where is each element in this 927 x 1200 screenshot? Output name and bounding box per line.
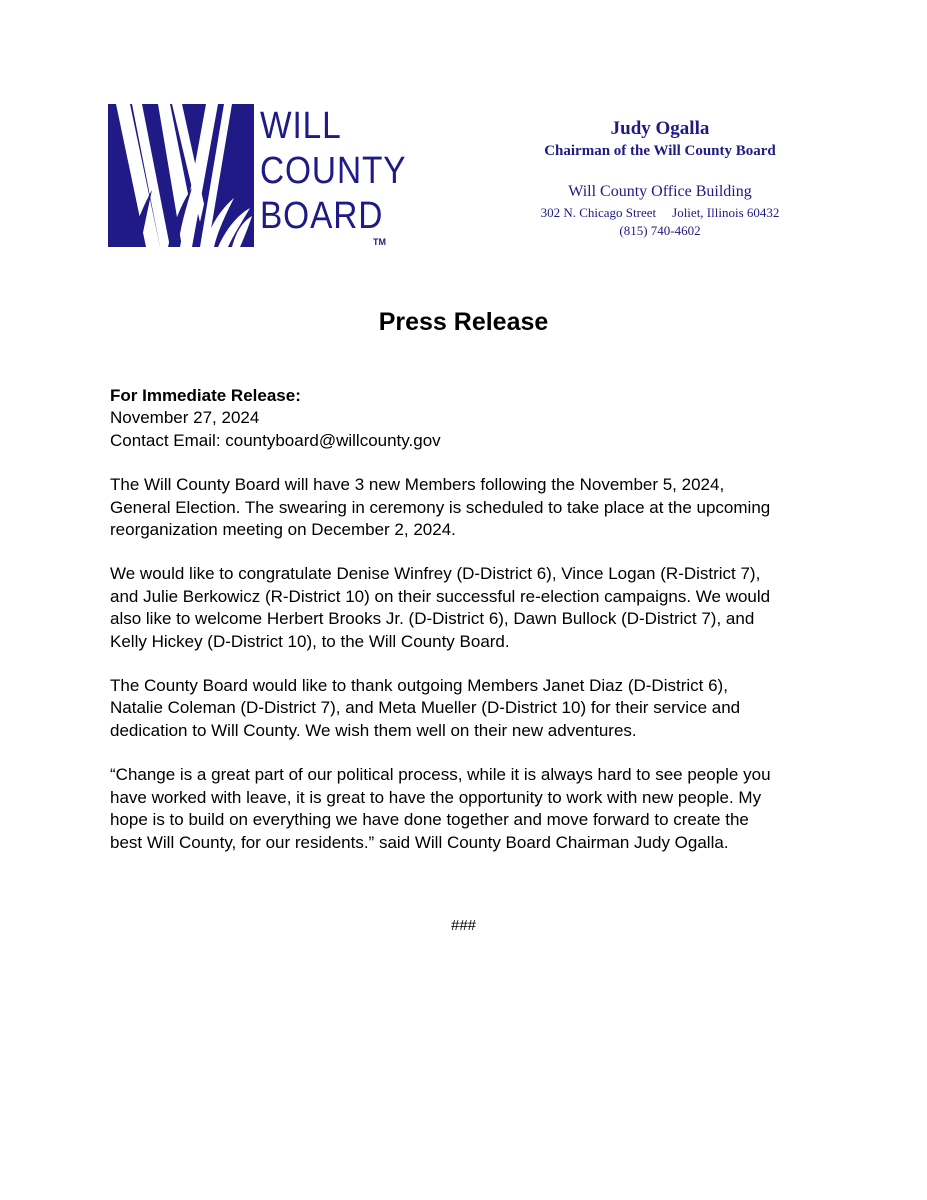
- text-line: The Will County Board will have 3 new Members following the November 5, 2024,: [110, 475, 725, 495]
- address-street: 302 N. Chicago Street: [540, 205, 657, 220]
- paragraph-thanks: [110, 675, 830, 742]
- logo-word-will: WILL: [260, 105, 342, 147]
- text-line: hope is to build on everything we have done together and move forward to create the: [110, 810, 749, 830]
- contact-email: Contact Email: countyboard@willcounty.gov: [110, 430, 441, 450]
- text-line: best Will County, for our residents.” said Will County Board Chairman Judy Ogalla.: [110, 832, 729, 852]
- chairman-title: Chairman of the Will County Board: [544, 143, 776, 159]
- trademark-mark: TM: [373, 237, 386, 247]
- logo-wordmark: [260, 104, 426, 239]
- will-county-board-logo: [108, 104, 407, 250]
- text-line: Natalie Coleman (D-District 7), and Meta Mueller (D-District 10) for their service and: [110, 698, 741, 718]
- text-line: The County Board would like to thank outgoing Members Janet Diaz (D-District 6),: [110, 676, 728, 696]
- release-date: November 27, 2024: [110, 408, 260, 428]
- end-mark: ###: [450, 917, 477, 934]
- paragraph-new-members: [110, 474, 830, 541]
- address-city: Joliet, Illinois 60432: [672, 205, 780, 220]
- logo-emblem-icon: [108, 104, 258, 250]
- text-line: dedication to Will County. We wish them well on their new adventures.: [110, 720, 637, 740]
- chairman-name: Judy Ogalla: [610, 118, 710, 139]
- paragraph-congratulations: [110, 563, 830, 653]
- text-line: Kelly Hickey (D-District 10), to the Will County Board.: [110, 631, 510, 651]
- text-line: “Change is a great part of our political process, while it is always hard to see people you: [110, 765, 771, 785]
- text-line: General Election. The swearing in ceremony is scheduled to take place at the upcoming: [110, 497, 771, 517]
- logo-word-county: COUNTY: [260, 150, 407, 192]
- release-info: [110, 385, 830, 452]
- letterhead: [490, 117, 830, 239]
- office-building: Will County Office Building: [568, 183, 752, 200]
- office-address: [490, 204, 830, 222]
- text-line: also like to welcome Herbert Brooks Jr. (D-District 6), Dawn Bullock (D-District 7), and: [110, 609, 755, 629]
- page-title: Press Release: [378, 308, 549, 336]
- office-phone: (815) 740-4602: [619, 223, 701, 238]
- release-body: [110, 385, 830, 876]
- paragraph-quote: [110, 764, 830, 854]
- text-line: We would like to congratulate Denise Winfrey (D-District 6), Vince Logan (R-District 7),: [110, 564, 761, 584]
- text-line: reorganization meeting on December 2, 2024.: [110, 520, 456, 540]
- text-line: and Julie Berkowicz (R-District 10) on their successful re-election campaigns. We would: [110, 586, 771, 606]
- logo-word-board: BOARD: [260, 195, 384, 237]
- text-line: have worked with leave, it is great to have the opportunity to work with new people. My: [110, 787, 762, 807]
- release-label: For Immediate Release:: [110, 386, 301, 405]
